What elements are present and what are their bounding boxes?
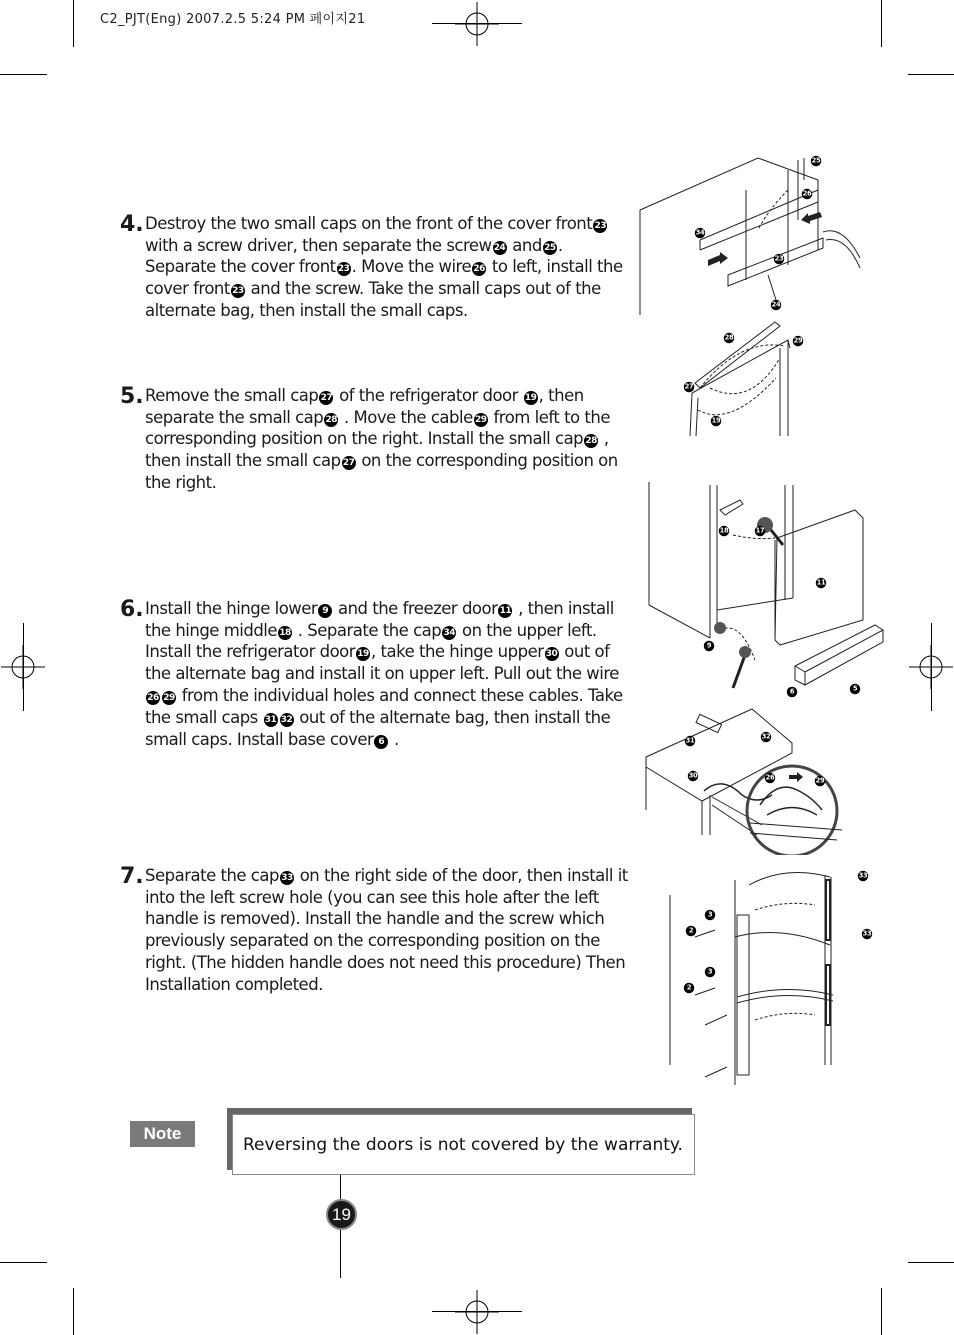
figure-door-caps [680, 318, 805, 438]
callout-marker: 28 [585, 436, 597, 447]
step-text-run: and the screw. Take the small caps out of the alternate bag, then install the small caps. [145, 279, 601, 320]
callout-marker: 28 [325, 414, 338, 425]
step-text-run: on the right side of the door, then install it into the left screw hole (you can see this hole after the left handle is removed). Install the handle and the screw which previously separated on the corresponding position on the right. (The hidden handle does not need this procedure) Then Installation completed. [145, 865, 628, 994]
step-text [120, 385, 632, 494]
fig5-label: 2 [686, 926, 697, 937]
callout-marker: 31 [264, 714, 277, 725]
step-text-run: out of the alternate bag and install it on upper left. Pull out the wire [145, 642, 619, 684]
step-text-run: , then install the small cap [145, 429, 609, 471]
callout-marker: 26 [473, 264, 485, 275]
callout-marker: 25 [544, 242, 556, 253]
step-number: 5. [120, 384, 144, 409]
fig2-label: 28 [724, 334, 734, 342]
step-4 [120, 214, 632, 322]
step-text-run: . Move the wire [351, 257, 472, 277]
step-text-run: Destroy the two small caps on the front of the cover front [145, 213, 593, 233]
step-text [120, 598, 632, 751]
fig2-label: 29 [793, 337, 803, 345]
step-6 [120, 599, 632, 750]
step-text-run: and [507, 235, 542, 255]
step-number: 6. [120, 597, 144, 622]
fig4-label: 30 [688, 772, 698, 780]
step-text-run: from the individual holes and connect these cables. Take the small caps [145, 685, 623, 727]
fig1-label: 25 [811, 157, 821, 165]
step-text [120, 213, 632, 322]
registration-mark-bottom [455, 1290, 499, 1334]
callout-marker: 34 [443, 627, 455, 638]
callout-marker: 18 [279, 627, 291, 638]
fig5-label: 3 [705, 967, 716, 978]
fig2-label: 19 [711, 417, 721, 425]
fig1-label: 24 [771, 301, 781, 309]
callout-marker: 23 [232, 286, 244, 297]
figure-hinge-upper [642, 705, 847, 855]
step-text-run: on the upper left. Install the refrigerator door [145, 620, 597, 662]
callout-marker: 19 [524, 392, 537, 403]
step-text-run: . Separate the cap [293, 620, 442, 640]
step-text-run: . [389, 729, 399, 749]
fig3-label: 9 [704, 641, 715, 652]
figure-cover-front [638, 150, 863, 315]
step-text-run: , take the hinge upper [371, 642, 544, 662]
step-text-run: of the refrigerator door [334, 385, 523, 405]
step-text-run: . Move the cable [339, 407, 473, 427]
callout-marker: 23 [594, 220, 606, 231]
callout-marker: 32 [280, 714, 293, 725]
fig1-label: 34 [695, 229, 705, 237]
step-text-run: with a screw driver, then separate the screw [145, 235, 492, 255]
step-text-run: Install the hinge lower [145, 598, 318, 618]
callout-marker: 26 [147, 692, 159, 703]
step-text-run: , then separate the small cap [145, 385, 584, 427]
fig5-label: 3 [705, 910, 716, 921]
figure-hinges [645, 480, 885, 700]
fig4-label: 29 [815, 777, 825, 785]
fig5-label: 33 [862, 930, 872, 938]
callout-marker: 27 [342, 458, 355, 469]
fig4-label: 32 [761, 733, 771, 741]
fig5-label: 33 [858, 872, 868, 880]
step-text [120, 865, 632, 996]
fig4-label: 26 [765, 774, 775, 782]
registration-mark-top [455, 2, 499, 46]
step-text-run: Separate the cap [145, 865, 279, 885]
callout-marker: 9 [318, 604, 332, 618]
callout-marker: 29 [163, 692, 175, 703]
step-text-run: and the freezer door [333, 598, 498, 618]
step-text-run: Remove the small cap [145, 385, 319, 405]
callout-marker: 24 [493, 242, 506, 253]
step-text-run: to left, install the cover front [145, 257, 623, 299]
step-number: 7. [120, 864, 144, 889]
callout-marker: 23 [337, 264, 350, 275]
note-text: Reversing the doors is not covered by the warranty. [243, 1135, 683, 1155]
callout-marker: 27 [320, 392, 333, 403]
fig5-label: 2 [684, 983, 695, 994]
callout-marker: 19 [357, 649, 369, 660]
callout-marker: 29 [474, 414, 487, 425]
fig3-label: 18 [719, 527, 729, 535]
note-label: Note [130, 1121, 195, 1147]
fig3-label: 5 [850, 684, 861, 695]
callout-marker: 30 [545, 649, 558, 660]
step-number: 4. [120, 212, 144, 237]
note-box [232, 1114, 695, 1175]
step-7 [120, 866, 632, 996]
fig1-label: 26 [802, 190, 812, 198]
callout-marker: 11 [499, 605, 512, 616]
step-text-run: out of the alternate bag, then install the small caps. Install base cover [145, 707, 611, 749]
fig1-label: 23 [774, 255, 784, 263]
step-text-run: on the corresponding position on the right. [145, 451, 618, 492]
fig3-label: 17 [755, 527, 765, 535]
step-5 [120, 386, 632, 494]
fig3-label: 11 [816, 579, 826, 587]
step-text-run: . Separate the cover front [145, 235, 563, 277]
step-text-run: from left to the corresponding position on the right. Install the small cap [145, 407, 610, 449]
figure-handles [665, 865, 875, 1090]
fig2-label: 27 [684, 383, 694, 391]
fig4-label: 31 [685, 737, 695, 745]
print-slug: C2_PJT(Eng) 2007.2.5 5:24 PM 페이지21 [100, 12, 366, 27]
callout-marker: 6 [374, 735, 388, 749]
callout-marker: 33 [281, 872, 293, 883]
step-text-run: , then install the hinge middle [145, 598, 614, 640]
fig3-label: 6 [787, 687, 798, 698]
page-number-badge: 19 [326, 1199, 357, 1230]
